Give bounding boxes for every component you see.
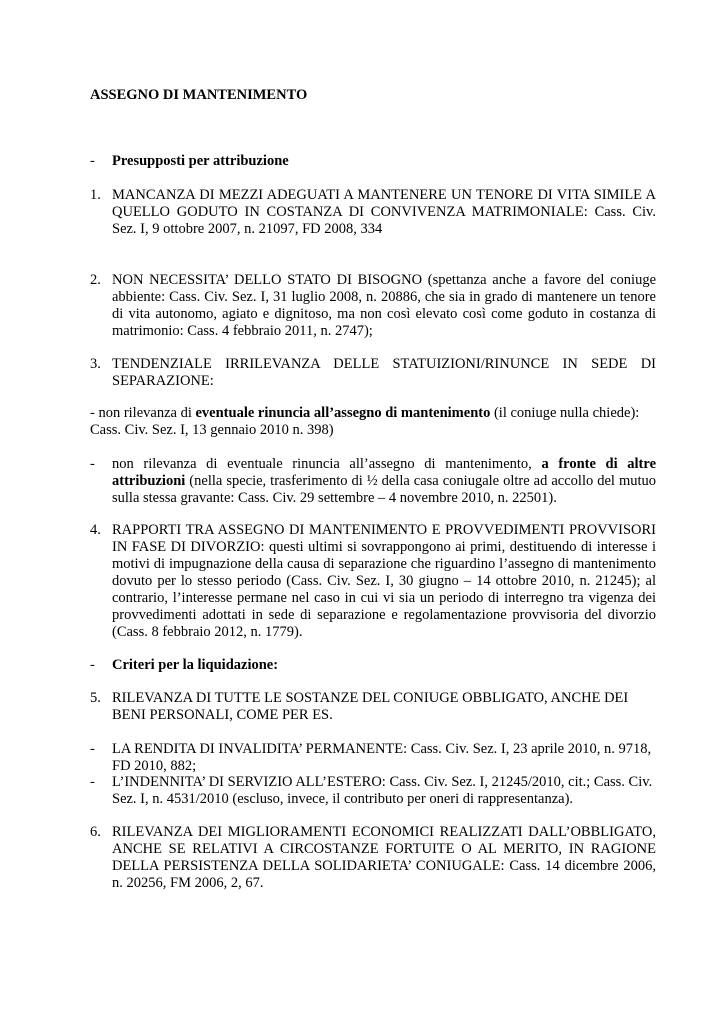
item-number: 5. — [90, 690, 101, 706]
item-number: 1. — [90, 187, 101, 203]
section-heading-presupposti — [90, 153, 656, 170]
dash-marker: - — [90, 741, 95, 757]
item-number: 4. — [90, 522, 101, 538]
paragraph-text-pre: - non rilevanza di — [90, 405, 196, 421]
paragraph-text-post: (il coniuge nulla chiede): Cass. Civ. Sez. I, 13 gennaio 2010 n. 398) — [90, 405, 640, 438]
section-heading-text: Presupposti per attribuzione — [112, 153, 289, 169]
item-number: 2. — [90, 272, 101, 288]
item-text-bold: a fronte di altre attribuzioni — [112, 456, 656, 489]
item-text: L’INDENNITA’ DI SERVIZIO ALL’ESTERO: Cass. Civ. Sez. I, 21245/2010, cit.; Cass. Civ. Sez. I, n. 4531/2010 (escluso, invece, il contributo per oneri di rappresentanza). — [112, 774, 653, 807]
dash-marker: - — [90, 774, 95, 790]
dash-marker: - — [90, 657, 95, 673]
dash-item-rendita — [90, 741, 656, 775]
dash-marker: - — [90, 153, 95, 169]
dash-item-indennita — [90, 774, 656, 808]
dash-marker: - — [90, 456, 95, 472]
paragraph-rinuncia — [90, 405, 656, 439]
list-item-2 — [90, 272, 656, 340]
item-text-pre: non rilevanza di eventuale rinuncia all’assegno di mantenimento, — [112, 456, 542, 472]
item-number: 6. — [90, 824, 101, 840]
item-text: TENDENZIALE IRRILEVANZA DELLE STATUIZIONI/RINUNCE IN SEDE DI SEPARAZIONE: — [112, 356, 656, 389]
item-text-post: (nella specie, trasferimento di ½ della casa coniugale oltre ad accollo del mutuo sulla stessa gravante: Cass. Civ. 29 settembre – 4 novembre 2010, n. 22501). — [112, 473, 656, 506]
list-item-4 — [90, 522, 656, 641]
item-text: MANCANZA DI MEZZI ADEGUATI A MANTENERE UN TENORE DI VITA SIMILE A QUELLO GODUTO IN COSTANZA DI CONVIVENZA MATRIMONIALE: Cass. Civ. Sez. I, 9 ottobre 2007, n. 21097, FD 2008, 334 — [112, 187, 656, 237]
document-title: ASSEGNO DI MANTENIMENTO — [90, 87, 308, 103]
item-text: RILEVANZA DI TUTTE LE SOSTANZE DEL CONIUGE OBBLIGATO, ANCHE DEI BENI PERSONALI, COME PER ES. — [112, 690, 629, 723]
list-item-1 — [90, 187, 656, 238]
section-heading-criteri — [90, 657, 656, 674]
list-item-5 — [90, 690, 656, 724]
paragraph-text-bold: eventuale rinuncia all’assegno di mantenimento — [195, 405, 491, 421]
item-text: RAPPORTI TRA ASSEGNO DI MANTENIMENTO E PROVVEDIMENTI PROVVISORI IN FASE DI DIVORZIO: questi ultimi si sovrappongono ai primi, destituendo di interesse i motivi di impugnazione della causa di separazione che riguardino l’assegno di mantenimento dovuto per lo stesso periodo (Cass. Civ. Sez. I, 30 giugno – 14 ottobre 2010, n. 21245); al contrario, l’interesse permane nel caso in cui vi sia un periodo di interregno tra vigenza dei provvedimenti adottati in sede di separazione e regolamentazione provvisoria del divorzio (Cass. 8 febbraio 2012, n. 1779). — [112, 522, 656, 640]
item-text: NON NECESSITA’ DELLO STATO DI BISOGNO (spettanza anche a favore del coniuge abbiente: Cass. Civ. Sez. I, 31 luglio 2008, n. 20886, che sia in grado di mantenere un tenore di vita autonomo, agiato e dignitoso, ma non così elevato così come goduto in costanza di matrimonio: Cass. 4 febbraio 2011, n. 2747); — [112, 272, 656, 339]
dash-item-attribuzioni — [90, 456, 656, 507]
list-item-3 — [90, 356, 656, 390]
list-item-6 — [90, 824, 656, 892]
section-heading-text: Criteri per la liquidazione: — [112, 657, 279, 673]
item-number: 3. — [90, 356, 101, 372]
item-text: LA RENDITA DI INVALIDITA’ PERMANENTE: Cass. Civ. Sez. I, 23 aprile 2010, n. 9718, FD 2010, 882; — [112, 741, 652, 774]
item-text: RILEVANZA DEI MIGLIORAMENTI ECONOMICI REALIZZATI DALL’OBBLIGATO, ANCHE SE RELATIVI A CIRCOSTANZE FORTUITE O AL MERITO, IN RAGIONE DELLA PERSISTENZA DELLA SOLIDARIETA’ CONIUGALE: Cass. 14 dicembre 2006, n. 20256, FM 2006, 2, 67. — [112, 824, 656, 891]
